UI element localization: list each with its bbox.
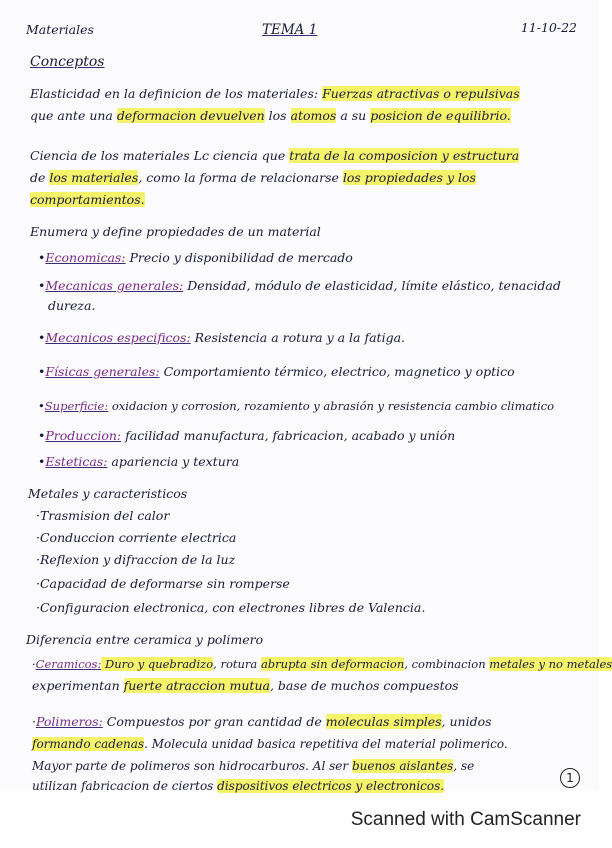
ceramicas-line-1: ·Ceramicos: Duro y quebradizo, rotura abrupta sin deformacion, combinacion metales y no metales — [32, 657, 612, 671]
prop-produccion: •Produccion: facilidad manufactura, fabricacion, acabado y unión — [38, 428, 456, 443]
metales-item-4: ·Capacidad de deformarse sin romperse — [36, 576, 290, 591]
prop-economicas: •Economicas: Precio y disponibilidad de mercado — [38, 250, 353, 265]
metales-item-1: ·Trasmision del calor — [36, 508, 170, 523]
prop-fisicas-generales: •Físicas generales: Comportamiento térmico, electrico, magnetico y optico — [38, 364, 515, 379]
polimeros-line-3: Mayor parte de polimeros son hidrocarburos. Al ser buenos aislantes, se — [32, 759, 475, 773]
ciencia-line-3: comportamientos. — [30, 192, 145, 207]
scanner-watermark — [0, 795, 599, 848]
metales-item-5: ·Configuracion electronica, con electrones libres de Valencia. — [36, 600, 426, 615]
ceramicas-line-2: experimentan fuerte atraccion mutua, base de muchos compuestos — [32, 678, 459, 693]
page-title: TEMA 1 — [262, 22, 318, 38]
diferencia-title: Diferencia entre ceramica y polimero — [26, 632, 264, 647]
elasticidad-line-2: que ante una deformacion devuelven los atomos a su posicion de equilibrio. — [30, 108, 511, 123]
metales-title: Metales y caracteristicos — [28, 486, 188, 501]
elasticidad-line-1: Elasticidad en la definicion de los materiales: Fuerzas atractivas o repulsivas — [30, 86, 520, 101]
prop-mecanicas-generales: •Mecanicas generales: Densidad, módulo de elasticidad, límite elástico, tenacidad — [38, 278, 561, 293]
date: 11-10-22 — [520, 20, 577, 35]
subject-label: Materiales — [26, 22, 94, 37]
section-title: Conceptos — [30, 54, 105, 70]
ciencia-line-1: Ciencia de los materiales Lc ciencia que trata de la composicion y estructura — [30, 148, 520, 163]
prop-mecanicas-especificos: •Mecanicos especificos: Resistencia a rotura y a la fatiga. — [38, 330, 406, 345]
prop-mecanicas-generales-cont: dureza. — [48, 298, 96, 313]
metales-item-3: ·Reflexion y difraccion de la luz — [36, 552, 236, 567]
polimeros-line-4: utilizan fabricacion de ciertos dispositivos electricos y electronicos. — [32, 779, 445, 793]
enumera-title: Enumera y define propiedades de un material — [30, 224, 321, 239]
prop-esteticas: •Esteticas: apariencia y textura — [38, 454, 240, 469]
footer-text: Scanned with CamScanner — [350, 809, 581, 830]
metales-item-2: ·Conduccion corriente electrica — [36, 530, 237, 545]
ciencia-line-2: de los materiales, como la forma de relacionarse los propiedades y los — [30, 170, 476, 185]
prop-superficie: •Superficie: oxidacion y corrosion, rozamiento y abrasión y resistencia cambio climatico — [38, 399, 555, 413]
page-number: 1 — [560, 768, 580, 788]
polimeros-line-2: formando cadenas. Molecula unidad basica repetitiva del material polimerico. — [32, 737, 508, 751]
polimeros-line-1: ·Polimeros: Compuestos por gran cantidad de moleculas simples, unidos — [32, 714, 492, 729]
